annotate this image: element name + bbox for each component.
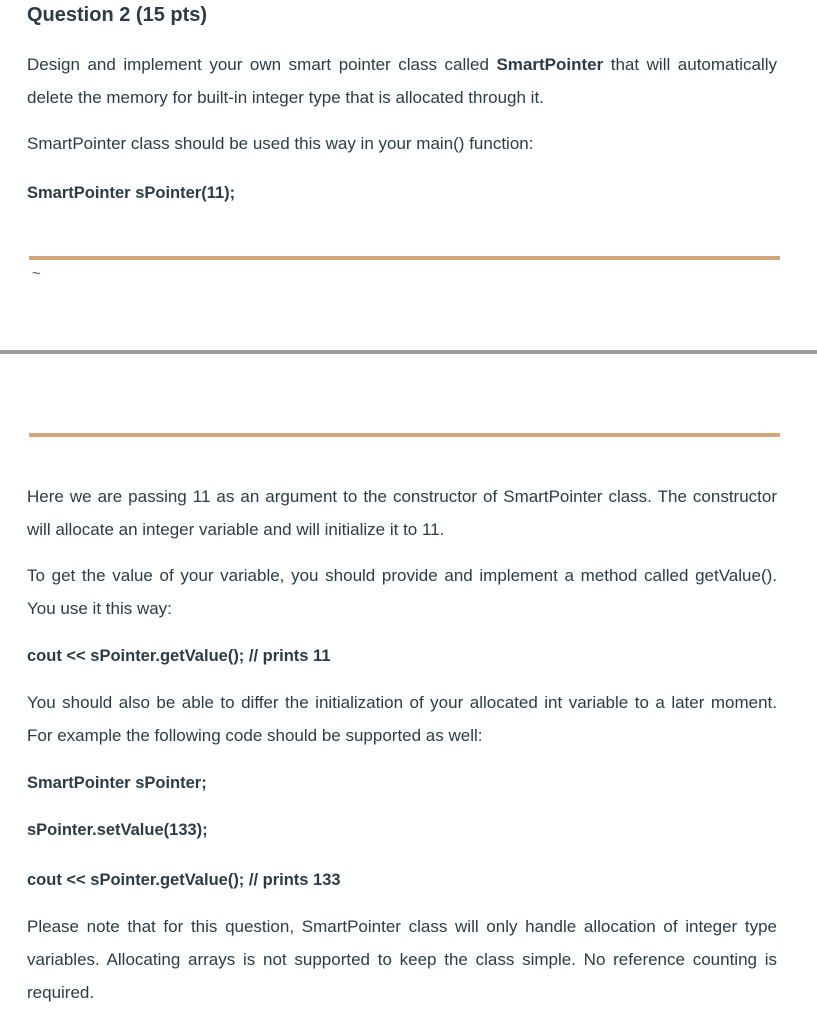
code-constructor-example: SmartPointer sPointer(11);	[27, 184, 236, 202]
intro-paragraph	[27, 48, 777, 114]
usage-paragraph: SmartPointer class should be used this way in your main() function:	[27, 134, 534, 153]
explanation-constructor: Here we are passing 11 as an argument to the constructor of SmartPointer class. The constructor will allocate an integer variable and will initialize it to 11.	[27, 487, 777, 539]
explanation-deferred-init: You should also be able to differ the initialization of your allocated int variable to a later moment. For example the following code should be supported as well:	[27, 693, 777, 745]
code-getvalue-133: cout << sPointer.getValue(); // prints 133	[27, 871, 341, 889]
tilde-glyph: ~	[32, 265, 41, 282]
note-paragraph: Please note that for this question, SmartPointer class will only handle allocation of integer type variables. Allocating arrays is not supported to keep the class simple. No reference counting is required.	[27, 917, 777, 1002]
answer-box-top-divider	[29, 256, 780, 260]
explanation-getvalue: To get the value of your variable, you should provide and implement a method called getValue(). You use it this way:	[27, 566, 777, 618]
question-title: Question 2 (15 pts)	[27, 4, 208, 26]
code-getvalue-example: cout << sPointer.getValue(); // prints 11	[27, 647, 331, 665]
intro-text-2: that will automatically delete the memory for built-in integer type that is allocated through it.	[27, 55, 777, 107]
intro-text-1: Design and implement your own smart pointer class called	[27, 55, 497, 74]
code-setvalue-example: sPointer.setValue(133);	[27, 821, 208, 839]
answer-box-bottom-divider	[29, 433, 780, 437]
section-separator	[0, 350, 817, 354]
code-default-constructor: SmartPointer sPointer;	[27, 774, 207, 792]
class-name-bold: SmartPointer	[496, 55, 604, 74]
